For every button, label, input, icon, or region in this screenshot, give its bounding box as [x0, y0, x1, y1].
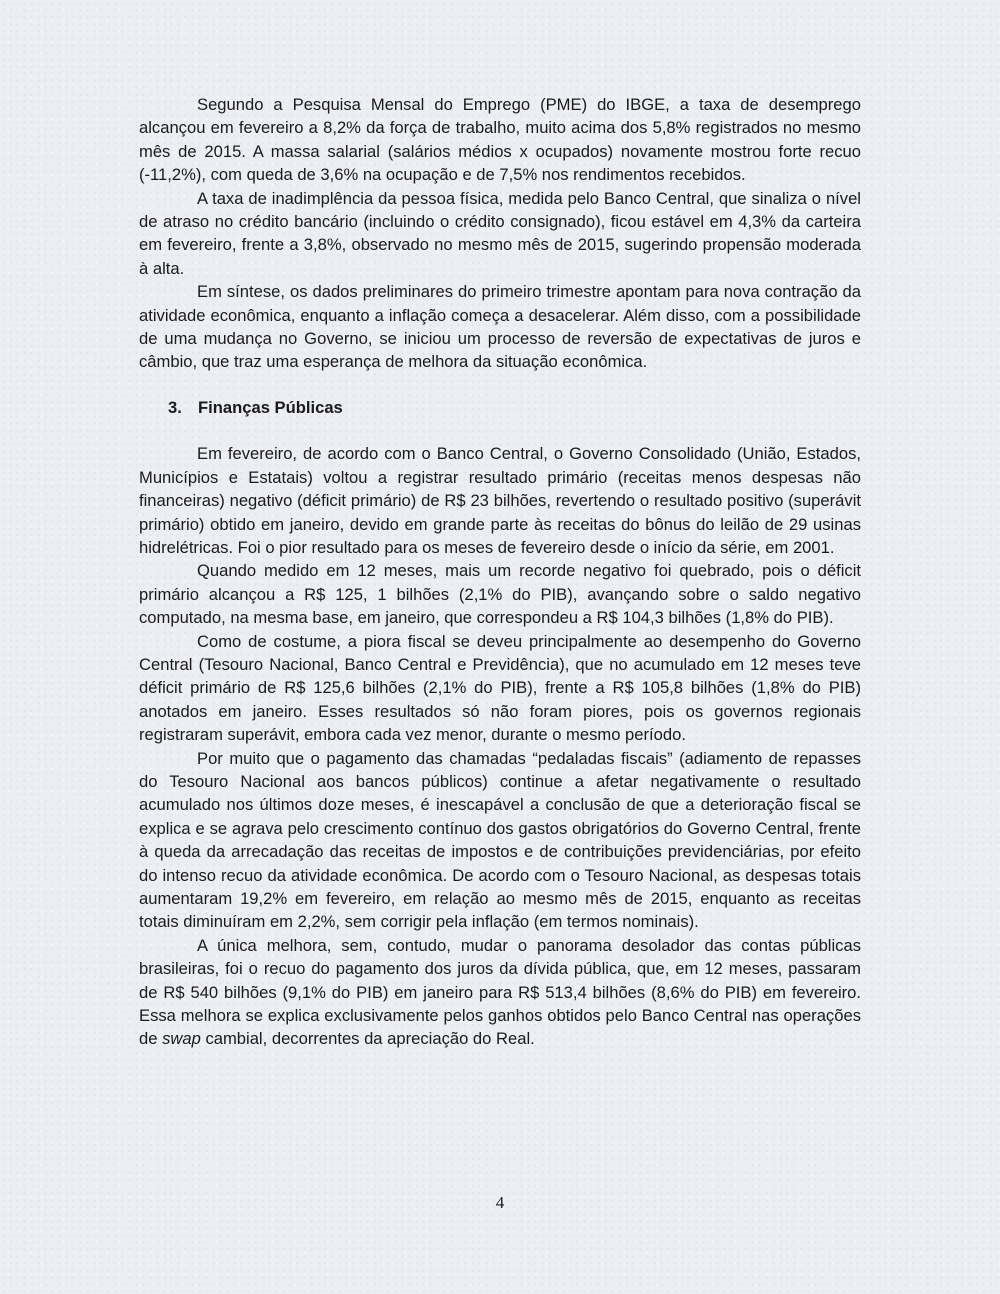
paragraph-pedaladas-fiscais: Por muito que o pagamento das chamadas “pedaladas fiscais” (adiamento de repasses do Tesouro Nacional aos bancos públicos) continue a afetar negativamente o resultado acumulado nos últimos doze meses, é inescapável a conclusão de que a deterioração fiscal se explica e se agrava pelo crescimento contínuo dos gastos obrigatórios do Governo Central, frente à queda da arrecadação das receitas de impostos e de contribuições previdenciárias, por efeito do intenso recuo da atividade econômica. De acordo com o Tesouro Nacional, as despesas totais aumentaram 19,2% em fevereiro, em relação ao mesmo mês de 2015, enquanto as receitas totais diminuíram em 2,2%, sem corrigir pela inflação (em termos nominais).: [139, 748, 861, 932]
section-heading: [139, 396, 861, 419]
section-number: 3.: [168, 397, 182, 417]
document-page: [139, 93, 861, 1051]
paragraph-primary-result: Em fevereiro, de acordo com o Banco Central, o Governo Consolidado (União, Estados, Municípios e Estatais) voltou a registrar resultado primário (receitas menos despesas não financeiras) negativo (déficit primário) de R$ 23 bilhões, revertendo o resultado positivo (superávit primário) obtido em janeiro, devido em grande parte às receitas do bônus do leilão de 29 usinas hidrelétricas. Foi o pior resultado para os meses de fevereiro desde o início da série, em 2001.: [139, 444, 861, 557]
paragraph-default-rate: A taxa de inadimplência da pessoa física, medida pelo Banco Central, que sinaliza o nível de atraso no crédito bancário (incluindo o crédito consignado), ficou estável em 4,3% da carteira em fevereiro, frente a 3,8%, observado no mesmo mês de 2015, sugerindo propensão moderada à alta.: [139, 188, 861, 278]
paragraph-synthesis: Em síntese, os dados preliminares do primeiro trimestre apontam para nova contração da atividade econômica, enquanto a inflação começa a desacelerar. Além disso, com a possibilidade de uma mudança no Governo, se iniciou um processo de reversão de expectativas de juros e câmbio, que traz uma esperança de melhora da situação econômica.: [139, 282, 861, 372]
page-number: 4: [495, 1193, 505, 1212]
paragraph-pme-unemployment: Segundo a Pesquisa Mensal do Emprego (PME) do IBGE, a taxa de desemprego alcançou em fevereiro a 8,2% da força de trabalho, muito acima dos 5,8% registrados no mesmo mês de 2015. A massa salarial (salários médios x ocupados) novamente mostrou forte recuo (-11,2%), com queda de 3,6% na ocupação e de 7,5% nos rendimentos recebidos.: [139, 95, 861, 185]
paragraph-central-government: Como de costume, a piora fiscal se deveu principalmente ao desempenho do Governo Central (Tesouro Nacional, Banco Central e Previdência), que no acumulado em 12 meses teve déficit primário de R$ 125,6 bilhões (2,1% do PIB), frente a R$ 105,8 bilhões (1,8% do PIB) anotados em janeiro. Esses resultados só não foram piores, pois os governos regionais registraram superávit, embora cada vez menor, durante o mesmo período.: [139, 631, 861, 745]
paragraph-twelve-month-deficit: Quando medido em 12 meses, mais um recorde negativo foi quebrado, pois o déficit primário alcançou a R$ 125, 1 bilhões (2,1% do PIB), avançando sobre o saldo negativo computado, na mesma base, em janeiro, que correspondeu a R$ 104,3 bilhões (1,8% do PIB).: [139, 561, 861, 628]
italic-term-swap: swap: [162, 1029, 201, 1049]
paragraph-interest-payments: A única melhora, sem, contudo, mudar o panorama desolador das contas públicas brasileiras, foi o recuo do pagamento dos juros da dívida pública, que, em 12 meses, passaram de R$ 540 bilhões (9,1% do PIB) em janeiro para R$ 513,4 bilhões (8,6% do PIB) em fevereiro. Essa melhora se explica exclusivamente pelos ganhos obtidos pelo Banco Central nas operações de swap cambial, decorrentes da apreciação do Real.: [139, 935, 861, 1049]
section-title: Finanças Públicas: [198, 397, 343, 417]
